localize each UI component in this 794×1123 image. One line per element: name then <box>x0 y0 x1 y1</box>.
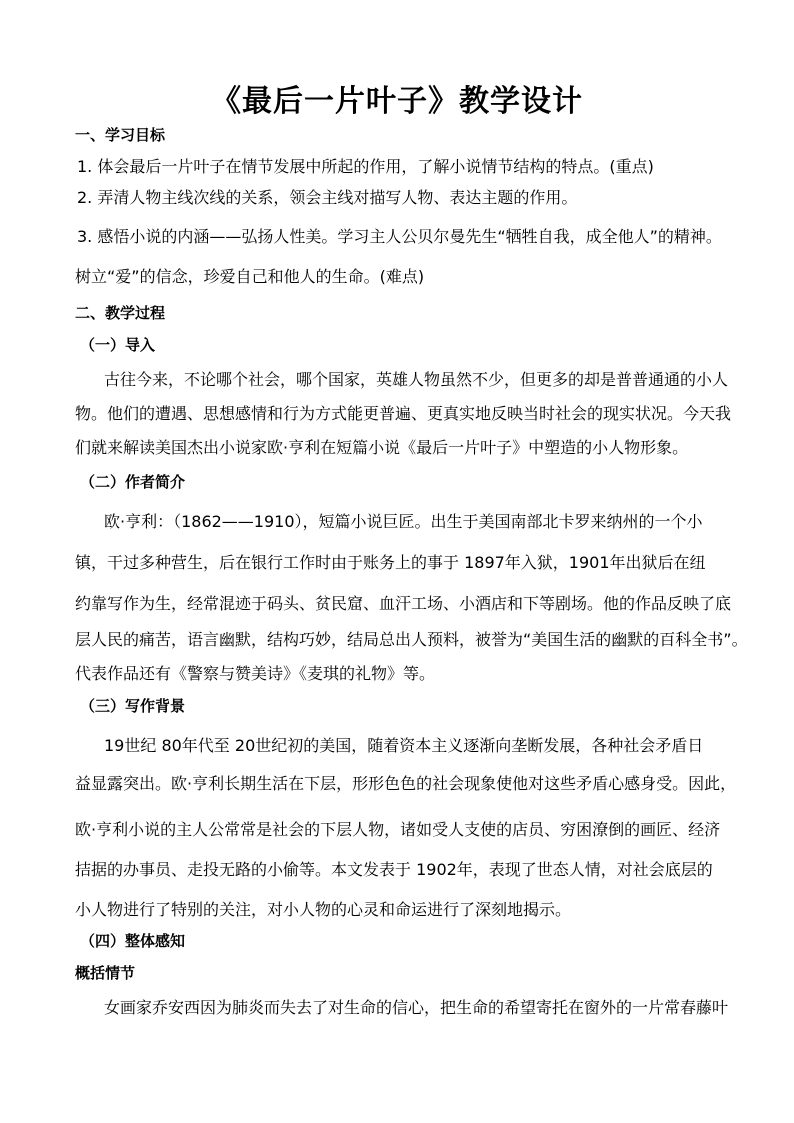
intro-line-3: 们就来解读美国杰出小说家欧·亨利在短篇小说《最后一片叶子》中塑造的小人物形象。 <box>75 438 689 457</box>
background-line-2: 益显露突出。欧·亨利长期生活在下层，形形色色的社会现象使他对这些矛盾心感身受。因此， <box>75 774 737 793</box>
intro-line-1: 古往今来，不论哪个社会，哪个国家，英雄人物虽然不少，但更多的却是普普通通的小人 <box>104 370 729 389</box>
author-line-4: 层人民的痛苦，语言幽默，结构巧妙，结局总出人预料，被誉为“美国生活的幽默的百科全书”。 <box>75 630 748 649</box>
subsection-heading-background: （三）写作背景 <box>80 697 186 715</box>
author-line-1: 欧·亨利：（1862——1910），短篇小说巨匠。出生于美国南部北卡罗来纳州的一个小 <box>104 512 703 531</box>
objective-item-2: 2. 弄清人物主线次线的关系，领会主线对描写人物、表达主题的作用。 <box>77 188 578 207</box>
overview-subheading-plot: 概括情节 <box>75 964 136 982</box>
background-line-5: 小人物进行了特别的关注，对小人物的心灵和命运进行了深刻地揭示。 <box>75 900 572 919</box>
section-heading-process: 二、教学过程 <box>75 304 166 322</box>
subsection-heading-author: （二）作者简介 <box>80 473 186 491</box>
subsection-heading-overview: （四）整体感知 <box>80 932 186 950</box>
author-line-3: 约靠写作为生，经常混迹于码头、贫民窟、血汗工场、小酒店和下等剧场。他的作品反映了底 <box>75 594 732 613</box>
overview-line-1: 女画家乔安西因为肺炎而失去了对生命的信心，把生命的希望寄托在窗外的一片常春藤叶 <box>104 998 729 1017</box>
author-line-5: 代表作品还有《警察与赞美诗》《麦琪的礼物》等。 <box>75 664 436 683</box>
objective-item-1: 1. 体会最后一片叶子在情节发展中所起的作用，了解小说情节结构的特点。(重点) <box>77 157 654 176</box>
subsection-heading-intro: （一）导入 <box>80 336 156 354</box>
background-line-1: 19世纪 80年代至 20世纪初的美国，随着资本主义逐渐向垄断发展，各种社会矛盾日 <box>104 736 704 755</box>
background-line-4: 拮据的办事员、走投无路的小偷等。本文发表于 1902年，表现了世态人情，对社会底层的 <box>75 860 713 879</box>
author-line-2: 镇，干过多种营生，后在银行工作时由于账务上的事于 1897年入狱，1901年出狱后在纽 <box>75 553 706 572</box>
intro-line-2: 物。他们的遭遇、思想感情和行为方式能更普遍、更真实地反映当时社会的现实状况。今天我 <box>75 404 732 423</box>
objective-item-3-continued: 树立“爱”的信念，珍爱自己和他人的生命。(难点) <box>75 267 425 286</box>
objective-item-3: 3. 感悟小说的内涵——弘扬人性美。学习主人公贝尔曼先生“牺牲自我，成全他人”的精神。 <box>77 227 722 246</box>
page-title: 《最后一片叶子》教学设计 <box>211 84 583 119</box>
background-line-3: 欧·亨利小说的主人公常常是社会的下层人物，诸如受人支使的店员、穷困潦倒的画匠、经济 <box>75 820 721 839</box>
section-heading-objectives: 一、学习目标 <box>75 126 166 144</box>
